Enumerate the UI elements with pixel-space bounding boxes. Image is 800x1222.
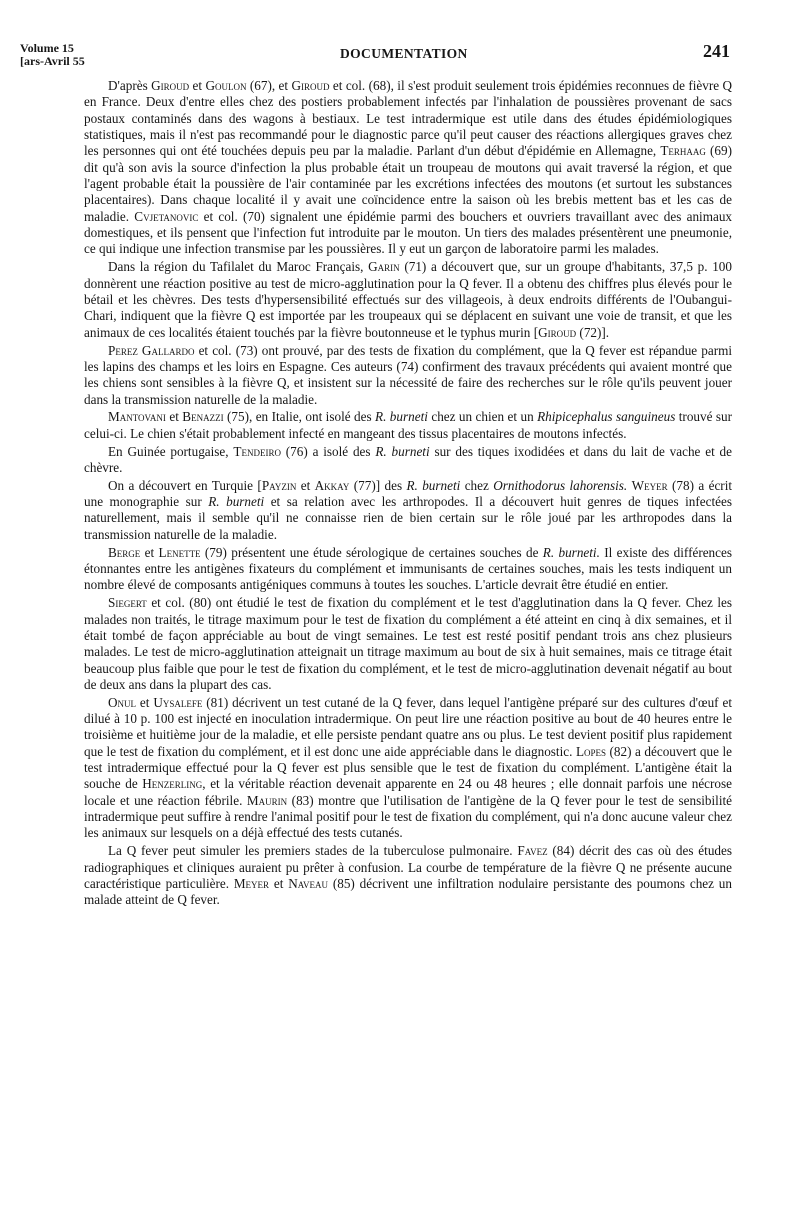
text-run: (69) dit qu'à son avis la source d'infection la plus probable était un troupeau de moutons qui avait traversé la région, et que l'agent probable était la poussière de l'air contaminée par les excrétions infectées des moutons (et surtout les substances placentaires). Dans chaque localité il y avait une coïncidence entre la saison où les brebis mettent bas et les cas de maladie. xyxy=(84,143,732,224)
author-name: Uysalefe xyxy=(153,694,203,710)
text-run: (76) a isolé des xyxy=(280,443,376,459)
page-number: 241 xyxy=(703,41,730,61)
paragraph xyxy=(84,595,732,693)
text-run: Dans la région du Tafilalet du Maroc Français, xyxy=(108,259,369,275)
text-run: (75), en Italie, ont isolé des xyxy=(223,409,376,425)
text-run: et xyxy=(165,409,183,425)
text-run: et xyxy=(136,694,154,710)
text-run: (79) présentent une étude sérologique de certaines souches de xyxy=(200,544,543,560)
issue-label: [ars-Avril 55 xyxy=(20,54,85,68)
text-run: On a découvert en Turquie [ xyxy=(108,477,262,493)
species-name: R. burneti xyxy=(375,409,428,425)
author-name: Lopes xyxy=(575,743,607,759)
author-name: Tendeiro xyxy=(233,443,281,459)
volume-label: Volume 15 xyxy=(20,41,74,55)
text-run: (77)] des xyxy=(349,477,407,493)
author-name: Meyer xyxy=(233,876,270,891)
text-run: et xyxy=(269,876,289,891)
author-name: Onul xyxy=(108,694,137,710)
paragraph xyxy=(84,259,732,341)
author-name: Lenette xyxy=(158,544,201,560)
author-name: Payzin xyxy=(261,477,297,493)
author-name: Giroud xyxy=(291,78,330,93)
text-run: , et la véritable réaction devenait apparente en 24 ou 48 heures ; elle donnait parfois une nécrose locale et une réaction fébrile. xyxy=(84,776,732,808)
author-name: Goulon xyxy=(205,78,247,93)
text-run: (83) montre que l'utilisation de l'antigène de la Q fever pour le test de sensibilité intradermique peut suffire à rendre l'animal positif pour le test de fixation du complément, qui n'a donc aucune valeur chez les animaux sur lesquels on a déjà effectué des tests cutanés. xyxy=(84,792,733,841)
species-name: R. burneti xyxy=(375,443,430,459)
text-run: trouvé sur celui-ci. Le chien s'était probablement infecté en mangeant des tissus placentaires de moutons infectés. xyxy=(84,409,733,441)
paragraph xyxy=(84,545,732,594)
species-name: Ornithodorus lahorensis. xyxy=(493,477,628,493)
text-run: (67), et xyxy=(246,78,292,93)
author-name: Giroud xyxy=(538,324,577,340)
author-name: Siegert xyxy=(108,595,147,611)
text-run: et col. (80) ont étudié le test de fixation du complément et le test d'agglutination dans la Q fever. Chez les malades non traités, le titrage maximum pour le test de fixation du complément a été atteint en cinq à dix semaines, et il était tombé de façon appréciable au bout de vingt semaines. Le test est resté positif pendant trois ans chez plusieurs malades. Le test de micro-agglutination atteignait un titrage maximum au bout de six à huit semaines, mais ce titrage était beaucoup plus faible que pour le test de fixation du complément, et le test de micro-agglutination devenait négatif au bout de deux ans dans la plupart des cas. xyxy=(84,595,732,692)
author-name: Benazzi xyxy=(182,409,224,425)
paragraph xyxy=(84,695,732,842)
text-run: (82) a découvert que le test intradermique effectué pour la Q fever est plus sensible que le test de fixation du complément. L'antigène était la souche de xyxy=(84,743,732,792)
species-name: R. burneti xyxy=(208,494,265,510)
text-run: sur des tiques ixodidées et dans du lait de vache et de chèvre. xyxy=(84,443,733,475)
text-run: Il existe des différences étonnantes entre les antigènes fixateurs du complément et immunisants de certaines souches, mais les tests indiquent un nombre élevé de composants antigéniques communs à toutes les souches. L'article devrait être étudié en entier. xyxy=(84,544,732,593)
author-name: Cvjetanovic xyxy=(134,208,199,224)
section-title: DOCUMENTATION xyxy=(340,46,468,61)
author-name: Naveau xyxy=(288,876,329,891)
text-run: et col. (73) ont prouvé, par des tests de fixation du complément, que la Q fever est répandue parmi les lapins des champs et les loirs en Espagne. Ces auteurs (74) confirment des travaux précédents qui avaient montré que les chiens sont sensibles à la fièvre Q, et insistent sur la nécessité de faire des recherches sur le rôle qu'ils peuvent jouer dans la transmission naturelle de la maladie. xyxy=(84,342,733,407)
running-header-left xyxy=(20,42,85,68)
text-run: (78) a écrit une monographie sur xyxy=(84,477,733,510)
text-run: et xyxy=(189,78,206,93)
text-run: (85) décrivent une infiltration nodulaire persistante des poumons chez un malade atteint de Q fever. xyxy=(84,876,732,908)
text-run: D'après xyxy=(108,78,152,93)
author-name: Weyer xyxy=(631,477,668,493)
species-name: R. burneti xyxy=(406,477,461,493)
text-run: et col. (68), il s'est produit seulement trois épidémies reconnues de fièvre Q en France. Deux d'entre elles chez des postiers probablement infectés par l'inhalation de poussières provenant de sacs postaux contaminés dans des wagons à bestiaux. Le test intradermique est utile dans des études épidémiologiques statistiques, mais il n'est pas recommandé pour le diagnostic parce qu'il peut causer des réactions allergiques graves chez les personnes qui ont été touchées depuis peu par la maladie. Parlant d'un début d'épidémie en Allemagne, xyxy=(84,78,732,159)
author-name: Garin xyxy=(368,259,400,275)
author-name: Terhaag xyxy=(660,143,706,159)
text-run: (72)]. xyxy=(576,324,610,340)
author-name: Perez Gallardo xyxy=(108,342,195,358)
author-name: Maurin xyxy=(246,792,288,808)
text-run: En Guinée portugaise, xyxy=(108,443,234,459)
paragraph xyxy=(84,343,732,408)
author-name: Giroud xyxy=(151,78,190,93)
species-name: R. burneti. xyxy=(542,544,600,560)
text-run: (84) décrit des cas où des études radiographiques et cliniques auraient pu prêter à confusion. La courbe de température de la fièvre Q ne présente aucune caractéristique particulière. xyxy=(84,843,732,891)
paragraph xyxy=(84,444,732,477)
paragraph xyxy=(84,478,732,543)
text-run: et col. (70) signalent une épidémie parmi des bouchers et ouvriers travaillant avec des animaux domestiques, et ils pensent que l'infection fut introduite par le mouton. Un tiers des malades présentèrent une pneumonie, ce qui indique une infection transmise par les poussières. Il y eut un garçon de laboratoire parmi les malades. xyxy=(84,208,733,257)
paragraph xyxy=(84,78,732,258)
author-name: Favez xyxy=(517,843,548,859)
paragraph xyxy=(84,843,732,908)
paragraph xyxy=(84,409,732,442)
text-run: et xyxy=(296,477,315,493)
text-run: (81) décrivent un test cutané de la Q fever, dans lequel l'antigène préparé sur des cultures d'œuf et dilué à 10 p. 100 est injecté en inoculation intradermique. On peut lire une réaction positive au bout de 40 heures entre le troisième et huitième jour de la maladie, et elle persiste pendant quatre ans ou plus. Le test devient positif plus rapidement que le test de fixation du complément, et il est donc une aide appréciable dans le diagnostic. xyxy=(84,694,732,759)
text-run: et sa relation avec les arthropodes. Il a découvert huit genres de tiques infectées naturellement, mais il semble qu'il ne connaisse rien de bien certain sur le rôle joué par les arthropodes dans la transmission naturelle de la maladie. xyxy=(84,494,732,542)
text-run: La Q fever peut simuler les premiers stades de la tuberculose pulmonaire. xyxy=(108,843,518,859)
text-run: (71) a découvert que, sur un groupe d'habitants, 37,5 p. 100 donnèrent une réaction positive au test de micro-agglutination pour la Q fever. Il a obtenu des chiffres plus élevés pour le bétail et les chèvres. Des tests d'hypersensibilité effectués sur des villageois, à deux endroits différents de l'Oubangui-Chari, indiquent que la fièvre Q est importée par les troupeaux qui se déplacent en suivant une voie de transit, et que les animaux de ces localités étaient touchés par la fièvre boutonneuse et le typhus murin [ xyxy=(84,259,732,340)
text-run: chez xyxy=(460,477,494,493)
article-body xyxy=(84,78,732,910)
text-run: chez un chien et un xyxy=(427,409,538,425)
author-name: Akkay xyxy=(314,477,350,493)
text-run: et xyxy=(140,544,159,560)
species-name: Rhipicephalus sanguineus xyxy=(537,409,676,425)
author-name: Mantovani xyxy=(108,409,166,425)
author-name: Berge xyxy=(108,544,141,560)
author-name: Henzerling xyxy=(142,776,203,792)
